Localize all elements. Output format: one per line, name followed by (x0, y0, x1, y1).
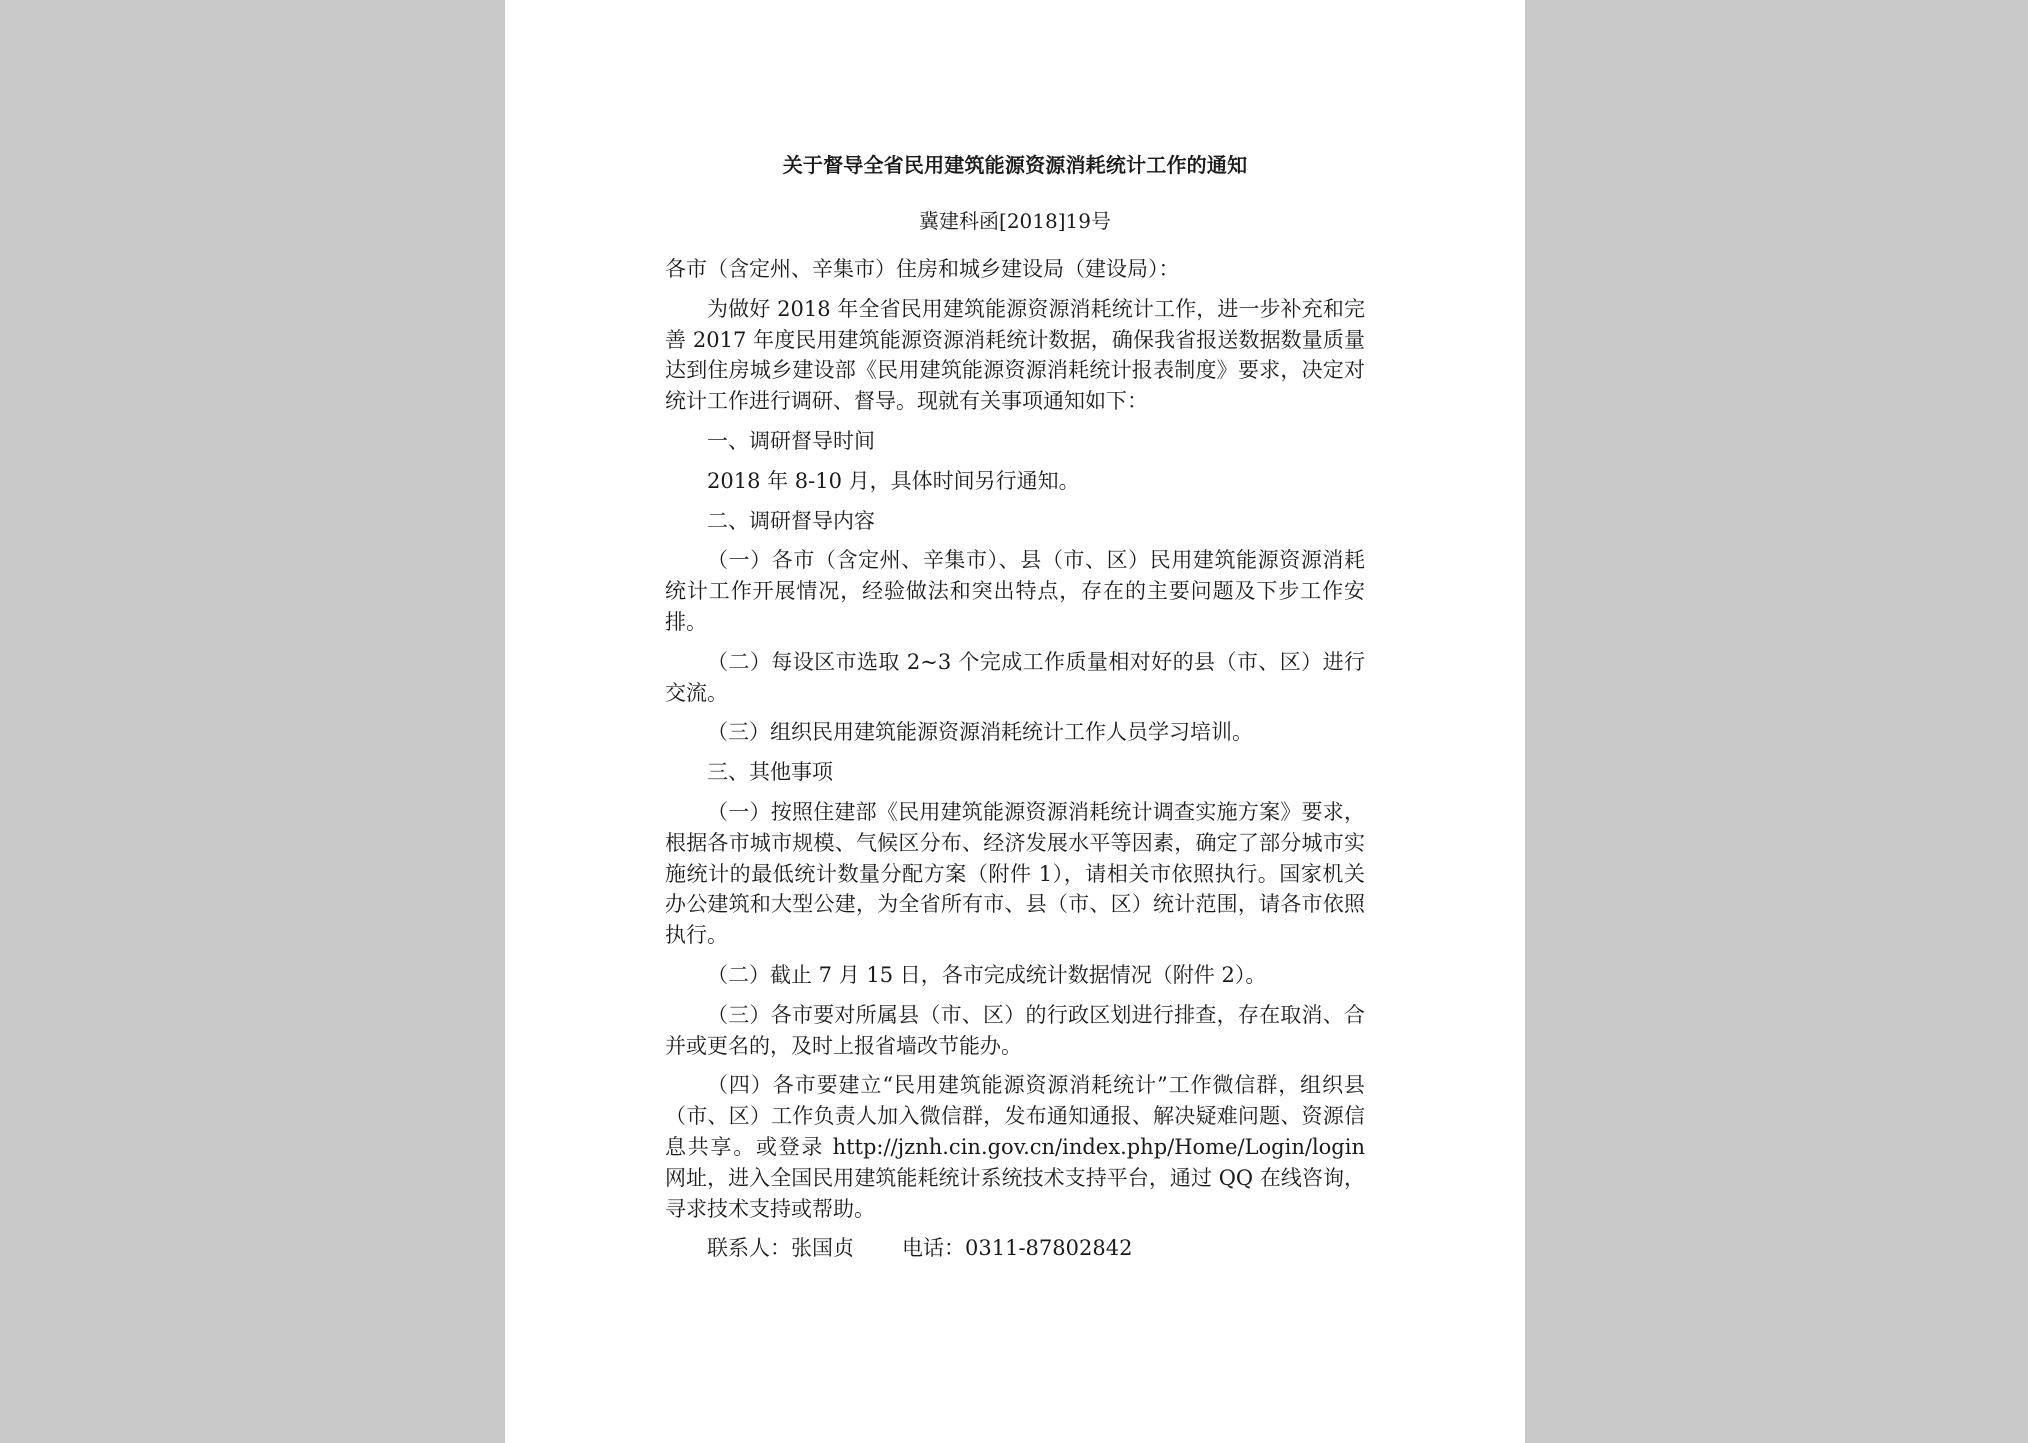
contact-phone: 电话：0311-87802842 (902, 1236, 1133, 1261)
document-title: 关于督导全省民用建筑能源资源消耗统计工作的通知 (782, 153, 1248, 177)
contact-person: 联系人：张国贞 (707, 1236, 854, 1261)
document-page (505, 0, 1525, 1443)
salutation: 各市（含定州、辛集市）住房和城乡建设局（建设局）： (665, 257, 1180, 281)
contact-line (665, 1233, 1365, 1264)
section-3-heading: 三、其他事项 (707, 760, 833, 785)
section-1-heading: 一、调研督导时间 (707, 428, 875, 453)
section-1-body: 2018 年 8-10 月，具体时间另行通知。 (707, 468, 1080, 493)
document-number: 冀建科函[2018]19号 (919, 209, 1111, 233)
section-2-item-3: （三）组织民用建筑能源资源消耗统计工作人员学习培训。 (707, 720, 1253, 745)
intro-paragraph: 为做好 2018 年全省民用建筑能源资源消耗统计工作，进一步补充和完善 2017 年度民用建筑能源资源消耗统计数据，确保我省报送数据数量质量达到住房城乡建设部《民用建筑能源资源消耗统计报表制度》要求，决定对统计工作进行调研、督导。现就有关事项通知如下： (665, 296, 1365, 414)
section-3-item-4: （四）各市要建立“民用建筑能源资源消耗统计”工作微信群，组织县（市、区）工作负责人加入微信群，发布通知通报、解决疑难问题、资源信息共享。或登录 http://jznh.cin.gov.cn/index.php/Home/Login/login 网址，进入全国民用建筑能耗统计系统技术支持平台，通过 QQ 在线咨询，寻求技术支持或帮助。 (665, 1073, 1365, 1221)
section-3-item-3: （三）各市要对所属县（市、区）的行政区划进行排查，存在取消、合并或更名的，及时上报省墙改节能办。 (665, 1002, 1365, 1058)
section-2-heading: 二、调研督导内容 (707, 508, 875, 533)
section-3-item-1: （一）按照住建部《民用建筑能源资源消耗统计调查实施方案》要求，根据各市城市规模、气候区分布、经济发展水平等因素，确定了部分城市实施统计的最低统计数量分配方案（附件 1），请相关市依照执行。国家机关办公建筑和大型公建，为全省所有市、县（市、区）统计范围，请各市依照执行。 (665, 799, 1365, 948)
section-2-item-2: （二）每设区市选取 2~3 个完成工作质量相对好的县（市、区）进行交流。 (665, 649, 1365, 705)
section-2-item-1: （一）各市（含定州、辛集市）、县（市、区）民用建筑能源资源消耗统计工作开展情况，经验做法和突出特点，存在的主要问题及下步工作安排。 (665, 548, 1365, 634)
section-3-item-2: （二）截止 7 月 15 日，各市完成统计数据情况（附件 2）。 (707, 962, 1267, 987)
